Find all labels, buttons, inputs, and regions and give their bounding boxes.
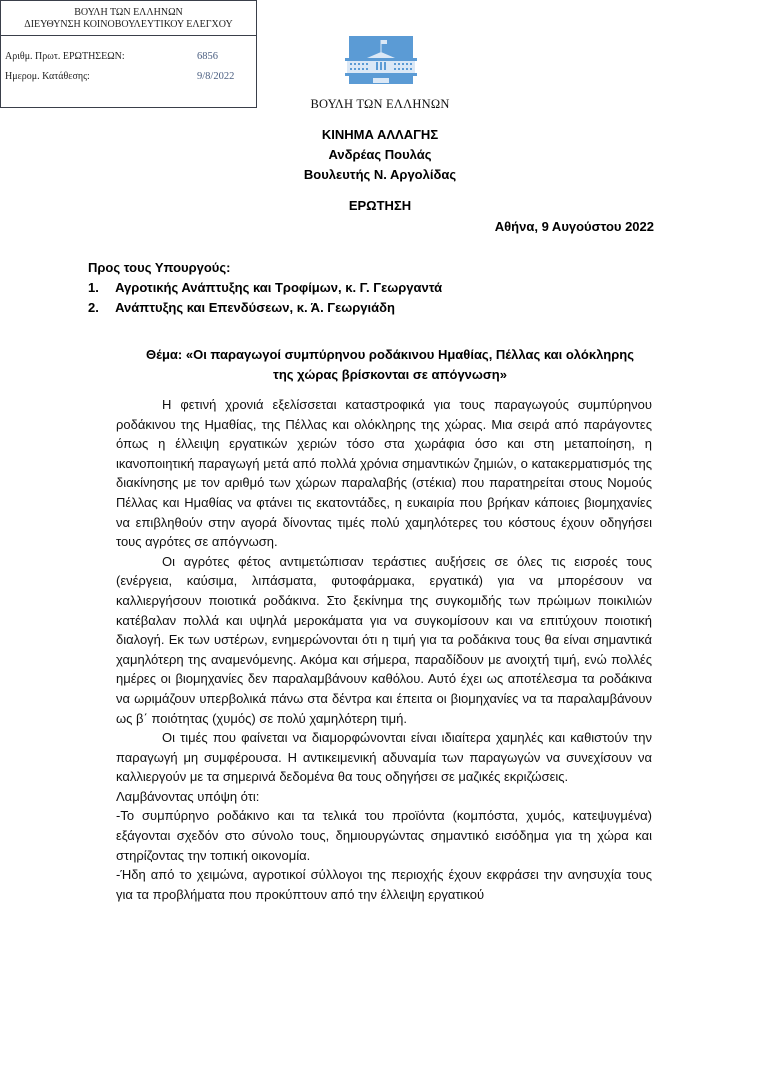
sender-block [240, 125, 520, 185]
recipient-number: 2. [88, 300, 99, 315]
parliament-building-icon [343, 34, 419, 86]
registration-header-line2: ΔΙΕΥΘΥΝΣΗ ΚΟΙΝΟΒΟΥΛΕΥΤΙΚΟΥ ΕΛΕΓΧΟΥ [24, 19, 233, 30]
registration-header-line1: ΒΟΥΛΗ ΤΩΝ ΕΛΛΗΝΩΝ [74, 7, 183, 18]
recipient-number: 1. [88, 280, 99, 295]
considering-label: Λαμβάνοντας υπόψη ότι: [116, 788, 260, 804]
body-text [116, 395, 652, 904]
date-line: Αθήνα, 9 Αυγούστου 2022 [494, 219, 654, 234]
recipient-item [88, 298, 442, 318]
recipient-text: Αγροτικής Ανάπτυξης και Τροφίμων, κ. Γ. Γεωργαντά [115, 280, 443, 295]
recipients-label: Προς τους Υπουργούς: [88, 260, 231, 275]
recipient-item [88, 278, 442, 298]
consideration-point: -Το συμπύρηνο ροδάκινο και τα τελικά του προϊόντα (κομπόστα, χυμός, κατεψυγμένα) εξάγονται σχεδόν στο σύνολο τους, δημιουργώντας σημαντικό εισόδημα για τη χώρα και στηρίζοντας την τοπική οικονομία. [116, 808, 652, 863]
document-type: ΕΡΩΤΗΣΗ [348, 198, 412, 213]
filing-date-label: Ημερομ. Κατάθεσης: [5, 71, 90, 82]
subject-block [110, 345, 670, 385]
protocol-label: Αριθμ. Πρωτ. ΕΡΩΤΗΣΕΩΝ: [5, 51, 125, 62]
logo-caption: ΒΟΥΛΗ ΤΩΝ ΕΛΛΗΝΩΝ [310, 97, 450, 111]
subject-line2: της χώρας βρίσκονται σε απόγνωση» [273, 367, 507, 382]
consideration-point: -Ήδη από το χειμώνα, αγροτικοί σύλλογοι της περιοχής έχουν εκφράσει την ανησυχία τους για τα προβλήματα που προκύπτουν από την έλλειψη εργατικού [116, 867, 652, 902]
registration-header [1, 1, 256, 36]
body-paragraph: Οι τιμές που φαίνεται να διαμορφώνονται είναι ιδιαίτερα χαμηλές και καθιστούν την παραγωγή μη συμφέρουσα. Η αντικειμενική αδυναμία των παραγωγών να συνεχίσουν να καλλιεργούν με τα σημερινά δεδομένα θα τους οδηγήσει σε μαζικές εκριζώσεις. [116, 730, 652, 785]
body-paragraph: Οι αγρότες φέτος αντιμετώπισαν τεράστιες αυξήσεις σε όλες τις εισροές τους (ενέργεια, καύσιμα, λιπάσματα, φυτοφάρμακα, εργατικά) για να μπορέσουν να καλλιεργήσουν ποιοτικά ροδάκινα. Στο ξεκίνημα της συγκομιδής των πρώιμων ποικιλιών κατέβαλαν πολλά και υψηλά μεροκάματα για να συγκομίσουν και να επιτύχουν ποιοτική διαλογή. Εκ των υστέρων, ενημερώνονται ότι η τιμή για τα ροδάκινα τους θα είναι σημαντικά χαμηλότερη της αναμενόμενης. Ακόμα και σήμερα, παραδίδουν με ανοιχτή τιμή, ενώ πολλές ημέρες οι βιομηχανίες δεν παραλαμβάνουν καθόλου. Αυτό έχει ως αποτέλεσμα τα ροδάκινα να ωριμάζουν υπερβολικά πάνω στα δέντρα και έπειτα οι βιομηχανίες να τα παραλαμβάνουν ως β΄ ποιότητας (χυμός) σε πολύ χαμηλότερη τιμή. [116, 553, 652, 726]
sender-party: ΚΙΝΗΜΑ ΑΛΛΑΓΗΣ [321, 127, 439, 142]
registration-box [0, 0, 257, 108]
body-paragraph: Η φετινή χρονιά εξελίσσεται καταστροφικά για τους παραγωγούς συμπύρηνου ροδάκινου της Ημαθίας, της Πέλλας και ολόκληρης της χώρας. Μια σειρά από παράγοντες όπως η έλλειψη εργατικών χεριών τόσο στα χωράφια όσο και στη μεταποίηση, η ικανοποιητική παραγωγή μετά από πολλά χρόνια σημαντικών ζημιών, ο κατακερματισμός της διακίνησης με τον αριθμό των χώρων παραλαβής (στέκια) που παρατηρείται στους Νομούς Πέλλας και Ημαθίας να φτάνει τις εκατοντάδες, η ευκαιρία που βρήκαν κάποιες βιομηχανίες να επιβληθούν στην αγορά δίνοντας τιμές πολύ χαμηλότερες του κόστους έχουν οδηγήσει τους αγρότες σε απόγνωση. [116, 397, 652, 550]
sender-name: Ανδρέας Πουλάς [328, 147, 432, 162]
recipient-text: Ανάπτυξης και Επενδύσεων, κ. Ά. Γεωργιάδη [115, 300, 395, 315]
recipients-block [88, 258, 442, 318]
subject-line1: Θέμα: «Οι παραγωγοί συμπύρηνου ροδάκινου Ημαθίας, Πέλλας και ολόκληρης [145, 347, 634, 362]
sender-title: Βουλευτής Ν. Αργολίδας [303, 167, 457, 182]
filing-date-value: 9/8/2022 [197, 71, 235, 82]
protocol-value: 6856 [197, 51, 218, 62]
